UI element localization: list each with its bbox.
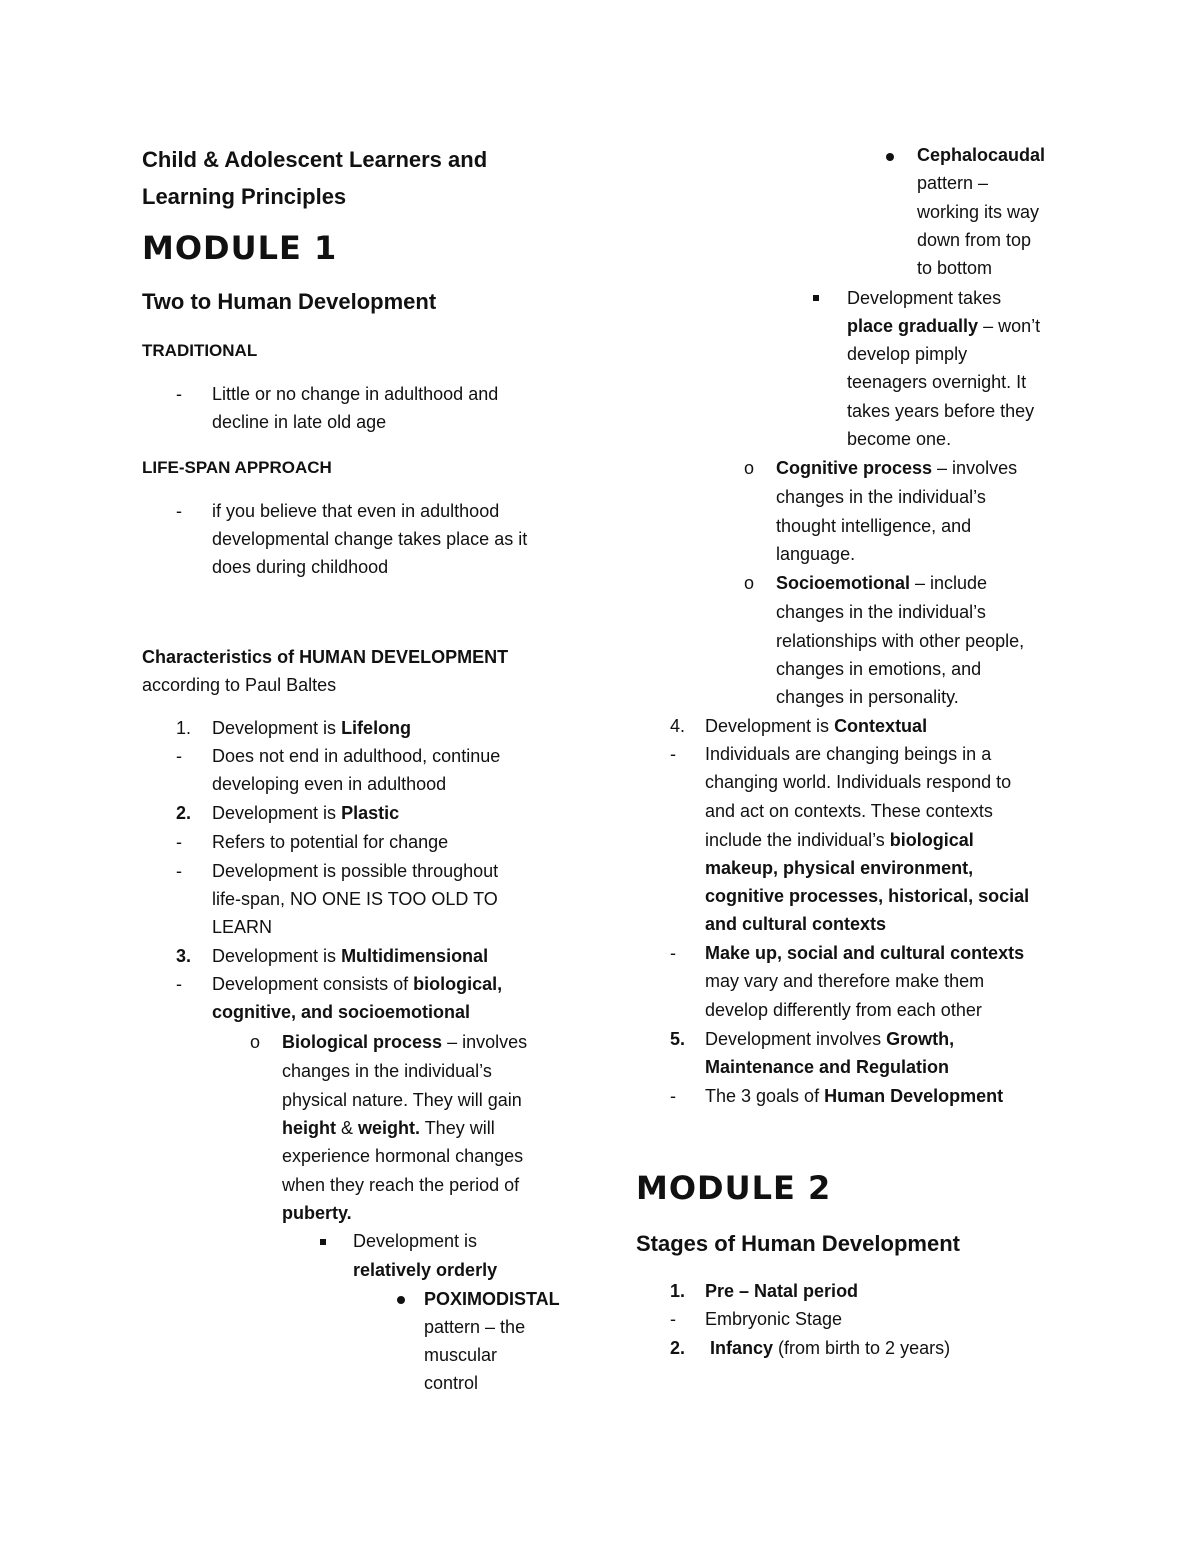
cephalocaudal-line-3: working its way xyxy=(917,202,1040,222)
item-2-sub-b-1: Development is possible throughout xyxy=(212,861,499,881)
proximodistal-bold: POXIMODISTAL xyxy=(424,1289,560,1309)
stage-number-2: 2. xyxy=(670,1338,686,1358)
socioemotional-line-4: changes in emotions, and xyxy=(776,659,982,679)
item-4-contextual xyxy=(705,712,927,740)
traditional-label: TRADITIONAL xyxy=(142,341,258,360)
gradual-line-4: teenagers overnight. It xyxy=(847,372,1027,392)
item-2-plastic xyxy=(212,799,399,827)
list-number-2: 2. xyxy=(176,803,192,823)
item-5-growth xyxy=(705,1025,954,1053)
item-5-bold: Growth, xyxy=(886,1029,955,1049)
stage-1-prenatal: Pre – Natal period xyxy=(705,1281,859,1301)
item-2-bold: Plastic xyxy=(341,803,400,823)
biological-line-3: physical nature. They will gain xyxy=(282,1090,522,1110)
item-1-lifelong xyxy=(212,714,411,742)
item-5-line-2: Maintenance and Regulation xyxy=(705,1057,950,1077)
height-bold: height xyxy=(282,1118,336,1138)
context-line-7: and cultural contexts xyxy=(705,914,887,934)
goals-line xyxy=(705,1082,1003,1110)
dash-marker: - xyxy=(670,744,676,764)
context-line-2: changing world. Individuals respond to xyxy=(705,772,1012,792)
gradual-line-2 xyxy=(847,312,1040,340)
item-1-pre: Development is xyxy=(212,718,342,738)
biological-line-1 xyxy=(282,1028,527,1056)
cognitive-line-1-rest: – involves xyxy=(932,458,1018,478)
biological-line-7: puberty. xyxy=(282,1203,352,1223)
gradual-line-2-rest: – won’t xyxy=(978,316,1041,336)
cognitive-bold: Cognitive process xyxy=(776,458,933,478)
cognitive-line-1 xyxy=(776,454,1017,482)
dash-marker: - xyxy=(176,861,182,881)
orderly-line-2: relatively orderly xyxy=(353,1260,498,1280)
module-1-heading: MODULE 1 xyxy=(142,229,338,267)
item-1-bold: Lifelong xyxy=(341,718,412,738)
biological-line-4 xyxy=(282,1114,495,1142)
gradual-line-1: Development takes xyxy=(847,288,1002,308)
list-number-4: 4. xyxy=(670,716,686,736)
stage-2-rest: (from birth to 2 years) xyxy=(773,1338,951,1358)
document-title-line-2: Learning Principles xyxy=(142,184,347,209)
makeup-line-2: may vary and therefore make them xyxy=(705,971,985,991)
socioemotional-line-1-rest: – include xyxy=(910,573,988,593)
dash-marker: - xyxy=(670,1086,676,1106)
characteristics-heading-b: HUMAN DEVELOPMENT xyxy=(299,647,509,667)
goals-bold: Human Development xyxy=(824,1086,1004,1106)
lifespan-label: LIFE-SPAN APPROACH xyxy=(142,458,332,477)
goals-pre: The 3 goals of xyxy=(705,1086,825,1106)
lifespan-text-1: if you believe that even in adulthood xyxy=(212,501,500,521)
item-4-bold: Contextual xyxy=(834,716,928,736)
stage-number-1: 1. xyxy=(670,1281,686,1301)
orderly-line-1: Development is xyxy=(353,1231,478,1251)
circle-marker: o xyxy=(250,1032,261,1052)
item-3-pre: Development is xyxy=(212,946,342,966)
module-2-subtitle: Stages of Human Development xyxy=(636,1231,960,1256)
characteristics-heading xyxy=(142,643,508,671)
traditional-text-1: Little or no change in adulthood and xyxy=(212,384,499,404)
item-2-sub-b-2: life-span, NO ONE IS TOO OLD TO xyxy=(212,889,498,909)
stage-1-sub: Embryonic Stage xyxy=(705,1309,843,1329)
makeup-line-3: develop differently from each other xyxy=(705,1000,982,1020)
item-4-pre: Development is xyxy=(705,716,835,736)
ampersand: & xyxy=(336,1118,359,1138)
dash-marker: - xyxy=(176,832,182,852)
gradual-line-6: become one. xyxy=(847,429,952,449)
biological-line-2: changes in the individual’s xyxy=(282,1061,492,1081)
biological-line-4-rest: They will xyxy=(420,1118,495,1138)
square-bullet-icon xyxy=(813,295,819,301)
item-2-sub-a: Refers to potential for change xyxy=(212,832,449,852)
cognitive-line-3: thought intelligence, and xyxy=(776,516,972,536)
item-5-pre: Development involves xyxy=(705,1029,887,1049)
list-number-3: 3. xyxy=(176,946,192,966)
stage-2-infancy xyxy=(710,1334,950,1362)
dash-marker: - xyxy=(176,501,182,521)
lifespan-text-3: does during childhood xyxy=(212,557,389,577)
module-1-subtitle: Two to Human Development xyxy=(142,289,437,314)
item-3-sub-1-bold: biological, xyxy=(413,974,503,994)
dash-marker: - xyxy=(670,943,676,963)
lifespan-text-2: developmental change takes place as it xyxy=(212,529,528,549)
socioemotional-bold: Socioemotional xyxy=(776,573,911,593)
item-1-sub-1: Does not end in adulthood, continue xyxy=(212,746,501,766)
characteristics-source: according to Paul Baltes xyxy=(142,675,337,695)
round-bullet-icon xyxy=(886,153,894,161)
item-2-pre: Development is xyxy=(212,803,342,823)
cephalocaudal-bold: Cephalocaudal xyxy=(917,145,1046,165)
characteristics-heading-a: Characteristics of xyxy=(142,647,300,667)
cephalocaudal-line-2: pattern – xyxy=(917,173,989,193)
biological-line-6: when they reach the period of xyxy=(282,1175,520,1195)
gradual-bold: place gradually xyxy=(847,316,979,336)
socioemotional-line-5: changes in personality. xyxy=(776,687,959,707)
item-3-sub-2: cognitive, and socioemotional xyxy=(212,1002,471,1022)
context-line-6: cognitive processes, historical, social xyxy=(705,886,1030,906)
list-number-5: 5. xyxy=(670,1029,686,1049)
context-line-4-pre: include the individual’s xyxy=(705,830,890,850)
biological-line-5: experience hormonal changes xyxy=(282,1146,524,1166)
proximodistal-line-2: pattern – the xyxy=(424,1317,526,1337)
module-2-heading: MODULE 2 xyxy=(636,1169,832,1207)
item-3-bold: Multidimensional xyxy=(341,946,489,966)
context-line-4-bold: biological xyxy=(889,830,974,850)
item-3-sub-1-pre: Development consists of xyxy=(212,974,414,994)
cephalocaudal-line-4: down from top xyxy=(917,230,1032,250)
context-line-5: makeup, physical environment, xyxy=(705,858,974,878)
proximodistal-line-4: control xyxy=(424,1373,479,1393)
stage-2-bold: Infancy xyxy=(710,1338,774,1358)
proximodistal-line-3: muscular xyxy=(424,1345,498,1365)
item-3-multidimensional xyxy=(212,942,488,970)
dash-marker: - xyxy=(176,384,182,404)
context-line-3: and act on contexts. These contexts xyxy=(705,801,993,821)
gradual-line-3: develop pimply xyxy=(847,344,968,364)
socioemotional-line-3: relationships with other people, xyxy=(776,631,1025,651)
dash-marker: - xyxy=(176,746,182,766)
biological-line-1-rest: – involves xyxy=(442,1032,528,1052)
round-bullet-icon xyxy=(397,1296,405,1304)
biological-bold: Biological process xyxy=(282,1032,443,1052)
list-number-1: 1. xyxy=(176,718,192,738)
cephalocaudal-line-5: to bottom xyxy=(917,258,993,278)
socioemotional-line-2: changes in the individual’s xyxy=(776,602,986,622)
cognitive-line-4: language. xyxy=(776,544,856,564)
context-line-1: Individuals are changing beings in a xyxy=(705,744,992,764)
weight-bold: weight. xyxy=(358,1118,421,1138)
document-title-line-1: Child & Adolescent Learners and xyxy=(142,147,488,172)
item-3-sub-1 xyxy=(212,970,502,998)
makeup-line-1: Make up, social and cultural contexts xyxy=(705,943,1025,963)
cognitive-line-2: changes in the individual’s xyxy=(776,487,986,507)
circle-marker: o xyxy=(744,458,755,478)
item-2-sub-b-3: LEARN xyxy=(212,917,273,937)
dash-marker: - xyxy=(670,1309,676,1329)
traditional-text-2: decline in late old age xyxy=(212,412,387,432)
context-line-4 xyxy=(705,826,974,854)
circle-marker: o xyxy=(744,573,755,593)
gradual-line-5: takes years before they xyxy=(847,401,1035,421)
socioemotional-line-1 xyxy=(776,569,987,597)
square-bullet-icon xyxy=(320,1239,326,1245)
dash-marker: - xyxy=(176,974,182,994)
item-1-sub-2: developing even in adulthood xyxy=(212,774,447,794)
